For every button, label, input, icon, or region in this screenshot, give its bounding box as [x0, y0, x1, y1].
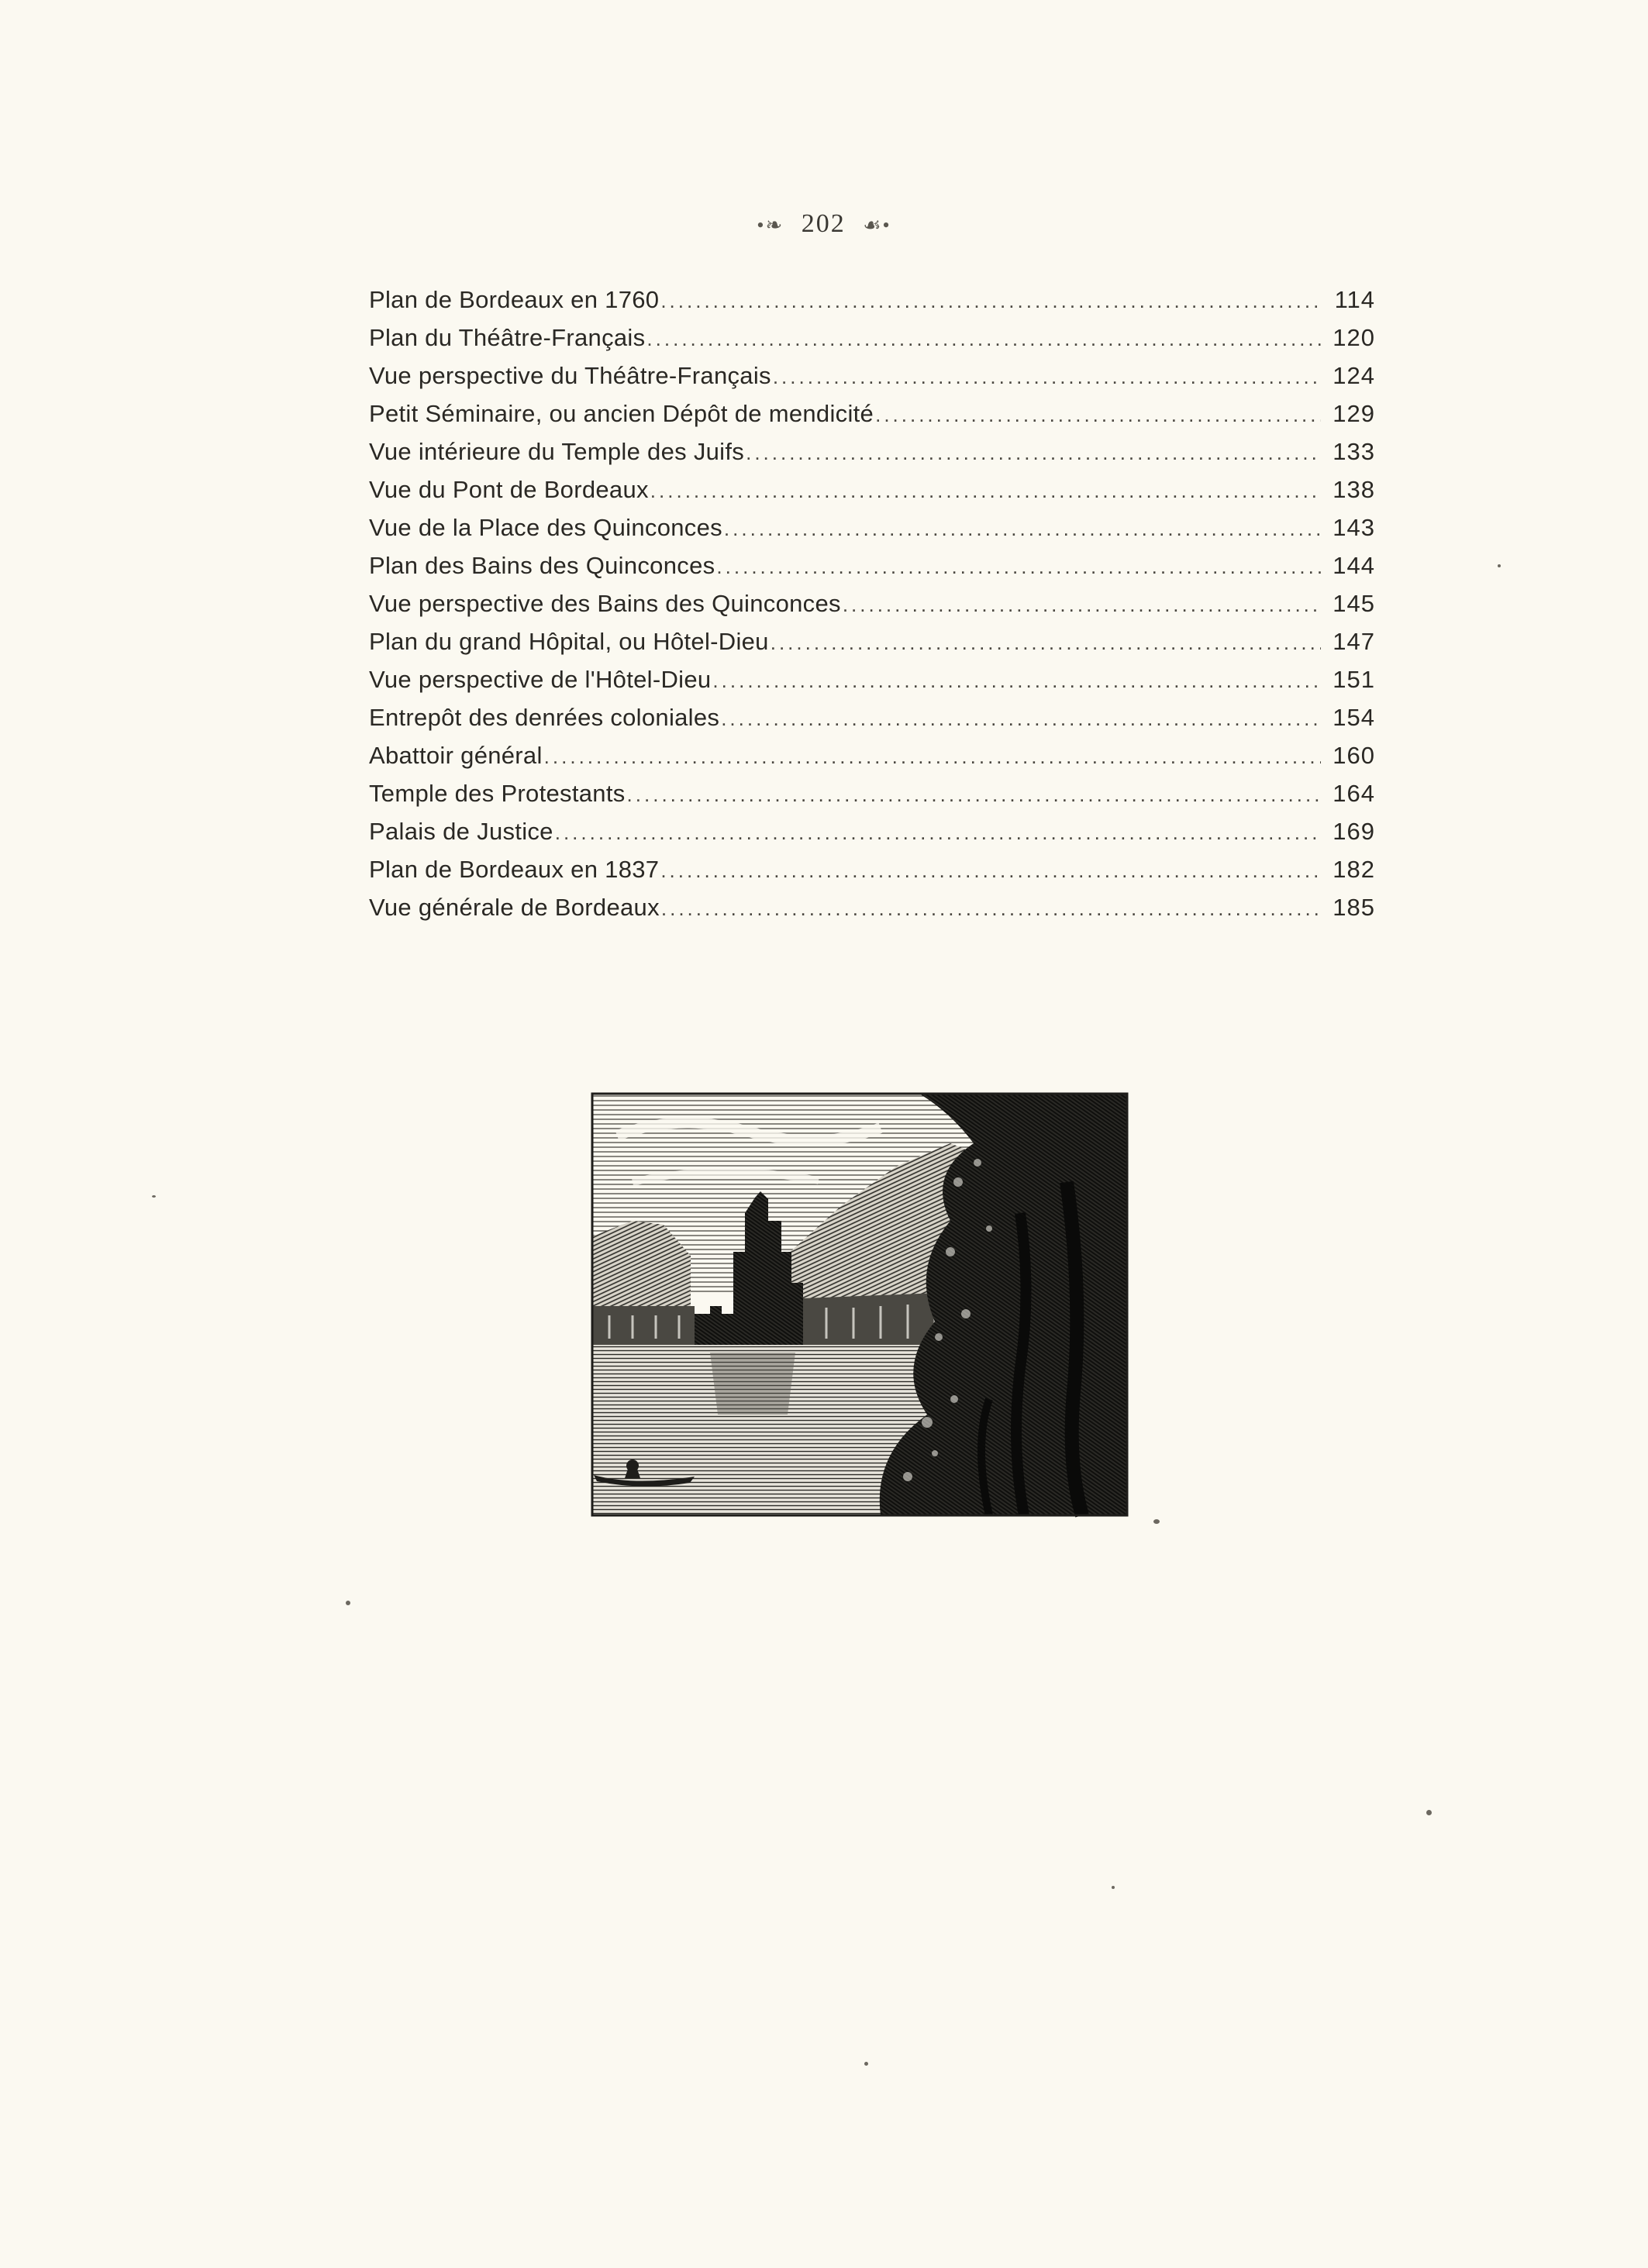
dot-leader	[771, 624, 1321, 660]
paper-speck	[864, 2062, 868, 2066]
toc-entry-page: 143	[1333, 514, 1375, 541]
dot-leader	[724, 510, 1321, 546]
ornament-left-icon: •❧	[757, 214, 784, 236]
toc-entry-page: 164	[1333, 780, 1375, 807]
toc-entry-page: 154	[1333, 704, 1375, 731]
toc-entry-page: 133	[1333, 438, 1375, 465]
toc-entry-title: Plan du Théâtre-Français	[369, 324, 646, 351]
toc-entry-page: 129	[1333, 400, 1375, 427]
toc-entry-page: 145	[1333, 590, 1375, 617]
toc-entry-title: Palais de Justice	[369, 818, 553, 845]
toc-entry-page: 185	[1333, 894, 1375, 921]
dot-leader	[716, 548, 1321, 584]
toc-entry-page: 147	[1333, 628, 1375, 655]
toc-entry-page: 169	[1333, 818, 1375, 845]
list-of-plates	[369, 281, 1375, 926]
toc-entry-title: Petit Séminaire, ou ancien Dépôt de mendicité	[369, 400, 874, 427]
toc-entry	[369, 357, 1375, 395]
ornament-right-icon: ☙•	[863, 214, 891, 236]
toc-entry-title: Entrepôt des denrées coloniales	[369, 704, 720, 731]
toc-entry-page: 120	[1333, 324, 1375, 351]
toc-entry-title: Vue du Pont de Bordeaux	[369, 476, 649, 503]
toc-entry	[369, 584, 1375, 622]
toc-entry-page: 114	[1334, 286, 1375, 313]
toc-entry-page: 160	[1333, 742, 1375, 769]
toc-entry	[369, 660, 1375, 698]
dot-leader	[627, 776, 1321, 812]
dot-leader	[646, 320, 1321, 357]
dot-leader	[544, 738, 1321, 774]
toc-entry	[369, 433, 1375, 470]
toc-entry	[369, 470, 1375, 508]
toc-entry	[369, 622, 1375, 660]
toc-entry	[369, 319, 1375, 357]
dot-leader	[660, 282, 1321, 319]
engraving-vignette	[586, 1089, 1133, 1523]
page-header	[0, 209, 1648, 239]
toc-entry	[369, 698, 1375, 736]
toc-entry-title: Abattoir général	[369, 742, 543, 769]
toc-entry-title: Plan du grand Hôpital, ou Hôtel-Dieu	[369, 628, 769, 655]
toc-entry	[369, 850, 1375, 888]
paper-speck	[1153, 1519, 1160, 1524]
toc-entry-page: 182	[1333, 856, 1375, 883]
paper-speck	[1426, 1810, 1432, 1815]
dot-leader	[721, 700, 1321, 736]
dot-leader	[746, 434, 1321, 470]
paper-speck	[152, 1195, 156, 1198]
dot-leader	[875, 396, 1321, 433]
toc-entry-page: 151	[1333, 666, 1375, 693]
toc-entry	[369, 774, 1375, 812]
toc-entry	[369, 508, 1375, 546]
toc-entry	[369, 736, 1375, 774]
dot-leader	[843, 586, 1321, 622]
toc-entry-page: 138	[1333, 476, 1375, 503]
dot-leader	[712, 662, 1321, 698]
paper-speck	[1112, 1886, 1115, 1889]
dot-leader	[555, 814, 1321, 850]
toc-entry	[369, 888, 1375, 926]
toc-entry-title: Vue intérieure du Temple des Juifs	[369, 438, 745, 465]
dot-leader	[661, 890, 1321, 926]
dot-leader	[660, 852, 1321, 888]
paper-speck	[346, 1601, 350, 1605]
toc-entry-title: Plan de Bordeaux en 1760	[369, 286, 660, 313]
toc-entry	[369, 281, 1375, 319]
dot-leader	[650, 472, 1321, 508]
page-number: 202	[801, 209, 846, 238]
toc-entry-title: Plan de Bordeaux en 1837	[369, 856, 660, 883]
toc-entry-title: Vue perspective du Théâtre-Français	[369, 362, 771, 389]
toc-entry-title: Plan des Bains des Quinconces	[369, 552, 715, 579]
toc-entry-title: Temple des Protestants	[369, 780, 626, 807]
toc-entry	[369, 546, 1375, 584]
toc-entry-title: Vue perspective des Bains des Quinconces	[369, 590, 841, 617]
toc-entry-page: 124	[1333, 362, 1375, 389]
toc-entry-title: Vue perspective de l'Hôtel-Dieu	[369, 666, 712, 693]
toc-entry-page: 144	[1333, 552, 1375, 579]
toc-entry-title: Vue générale de Bordeaux	[369, 894, 660, 921]
toc-entry	[369, 395, 1375, 433]
dot-leader	[773, 358, 1321, 395]
toc-entry-title: Vue de la Place des Quinconces	[369, 514, 722, 541]
paper-speck	[1498, 564, 1501, 567]
toc-entry	[369, 812, 1375, 850]
